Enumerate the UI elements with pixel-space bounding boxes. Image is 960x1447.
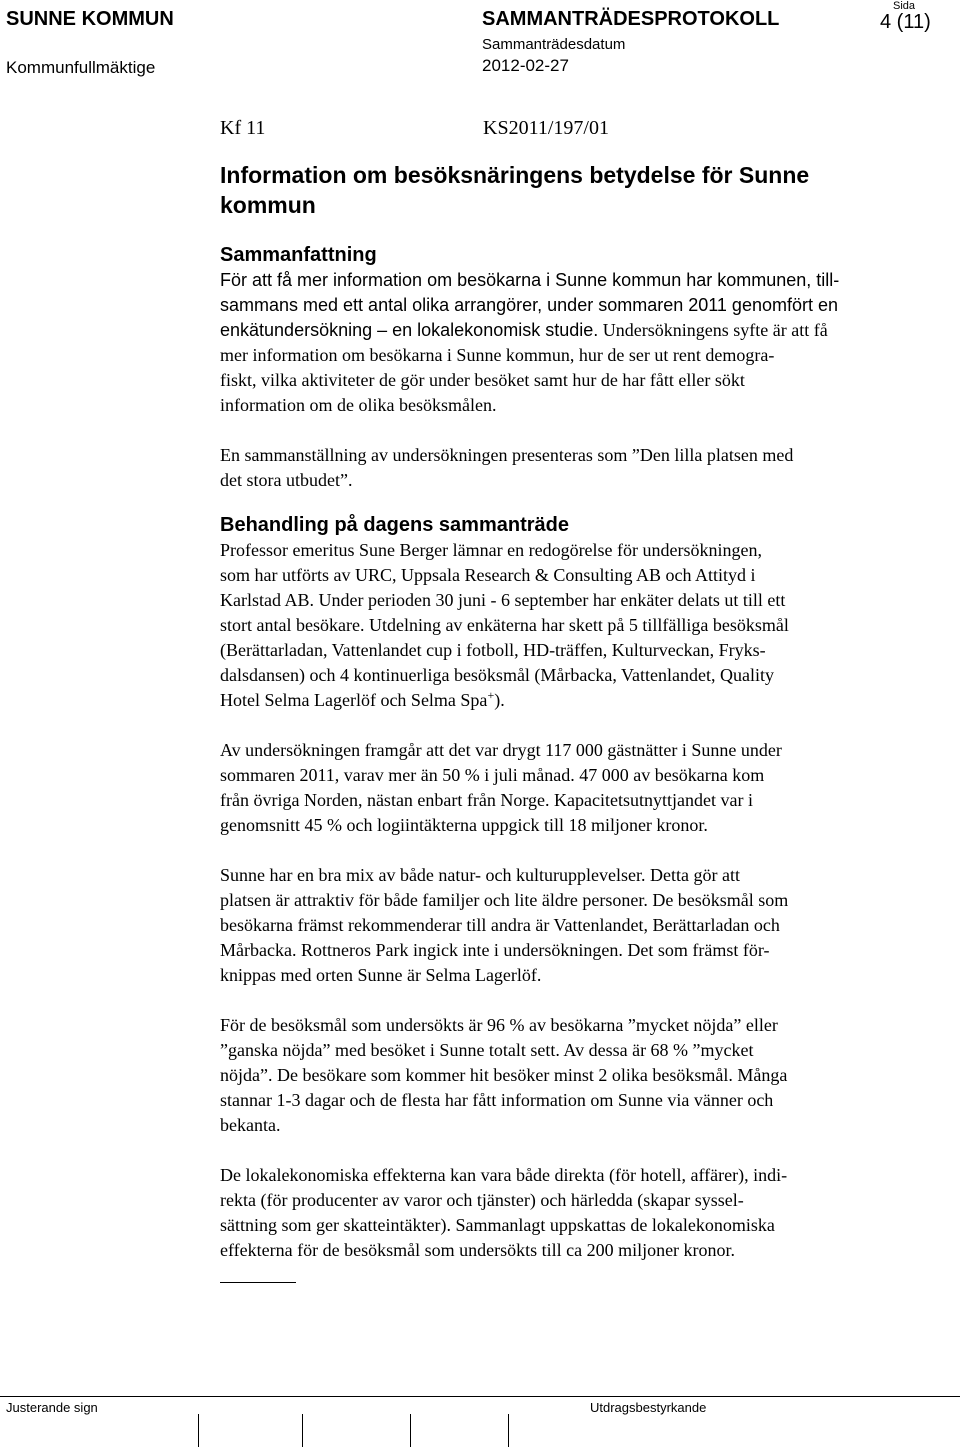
text-line: dalsdansen) och 4 kontinuerliga besöksmål (Mårbacka, Vattenlandet, Quality — [220, 665, 775, 685]
text-line: knippas med orten Sunne är Selma Lagerlöf. — [220, 965, 542, 985]
text-line — [220, 318, 925, 343]
text-line: effekterna för de besöksmål som undersökts till ca 200 miljoner kronor. — [220, 1240, 736, 1260]
text-line: (Berättarladan, Vattenlandet cup i fotboll, HD-träffen, Kulturveckan, Fryks- — [220, 640, 766, 660]
extract-label: Utdragsbestyrkande — [590, 1400, 707, 1415]
title-line: kommun — [220, 192, 316, 218]
text-span: Hotel Selma Lagerlöf och Selma Spa — [220, 690, 488, 710]
text-line: Sunne har en bra mix av både natur- och kulturupplevelser. Detta gör att — [220, 865, 740, 885]
title-line: Information om besöksnäringens betydelse för Sunne — [220, 162, 810, 188]
sign-field-divider — [302, 1414, 303, 1447]
page-label: Sida — [893, 0, 916, 12]
body-name: Kommunfullmäktige — [6, 58, 156, 77]
case-dnr: KS2011/197/01 — [483, 117, 609, 139]
economic-effects-paragraph — [220, 1163, 925, 1263]
text-line: Karlstad AB. Under perioden 30 juni - 6 september har enkäter delats ut till ett — [220, 590, 786, 610]
statistics-paragraph — [220, 738, 925, 838]
text-line: platsen är attraktiv för både familjer och lite äldre personer. De besöksmål som — [220, 890, 789, 910]
summary-paragraph — [220, 268, 925, 418]
text-line: Professor emeritus Sune Berger lämnar en redogörelse för undersökningen, — [220, 540, 763, 560]
text-line: det stora utbudet”. — [220, 470, 353, 490]
text-line: stannar 1-3 dagar och de flesta har fått information om Sunne via vänner och — [220, 1090, 774, 1110]
treatment-heading: Behandling på dagens sammanträde — [220, 514, 569, 536]
protocol-title: SAMMANTRÄDESPROTOKOLL — [482, 8, 780, 30]
text-line: besökarna främst rekommenderar till andra är Vattenlandet, Berättarladan och — [220, 915, 780, 935]
text-line: information om de olika besöksmålen. — [220, 395, 497, 415]
satisfaction-paragraph — [220, 1013, 925, 1138]
meeting-date-label: Sammanträdesdatum — [482, 36, 626, 53]
text-line: Av undersökningen framgår att det var drygt 117 000 gästnätter i Sunne under — [220, 740, 782, 760]
text-line: fiskt, vilka aktiviteter de gör under besöket samt hur de har fått eller sökt — [220, 370, 745, 390]
organization-name: SUNNE KOMMUN — [6, 8, 174, 30]
text-line: Mårbacka. Rottneros Park ingick inte i undersökningen. Det som främst för- — [220, 940, 770, 960]
text-line: För de besöksmål som undersökts är 96 % av besökarna ”mycket nöjda” eller — [220, 1015, 778, 1035]
sign-field-divider — [508, 1414, 509, 1447]
text-line — [220, 688, 925, 713]
sign-label: Justerande sign — [6, 1400, 98, 1415]
page-title — [220, 160, 920, 220]
text-line: mer information om besökarna i Sunne kommun, hur de ser ut rent demogra- — [220, 345, 775, 365]
text-line: sammans med ett antal olika arrangörer, under sommaren 2011 genomfört en — [220, 295, 838, 315]
text-line: För att få mer information om besökarna i Sunne kommun har kommunen, till- — [220, 270, 840, 290]
text-span: Undersökningens syfte är att få — [598, 320, 828, 340]
text-line: De lokalekonomiska effekterna kan vara både direkta (för hotell, affärer), indi- — [220, 1165, 788, 1185]
text-line: stort antal besökare. Utdelning av enkäterna har skett på 5 tillfälliga besöksmål — [220, 615, 789, 635]
text-line: rekta (för producenter av varor och tjänster) och härledda (skapar syssel- — [220, 1190, 744, 1210]
text-line: från övriga Norden, nästan enbart från Norge. Kapacitetsutnyttjandet var i — [220, 790, 753, 810]
text-span: enkätundersökning – en lokalekonomisk studie. — [220, 320, 599, 340]
footer-rule — [0, 1396, 960, 1397]
meeting-date: 2012-02-27 — [482, 56, 569, 75]
document-body — [220, 242, 925, 1263]
text-span: ). — [494, 690, 505, 710]
presentation-paragraph — [220, 443, 925, 493]
text-line: ”ganska nöjda” med besöket i Sunne totalt sett. Av dessa är 68 % ”mycket — [220, 1040, 754, 1060]
superscript: + — [487, 688, 495, 702]
sign-field-divider — [410, 1414, 411, 1447]
attractions-paragraph — [220, 863, 925, 988]
end-rule — [220, 1282, 296, 1283]
text-line: genomsnitt 45 % och logiintäkterna uppgick till 18 miljoner kronor. — [220, 815, 708, 835]
text-line: som har utförts av URC, Uppsala Research & Consulting AB och Attityd i — [220, 565, 756, 585]
page-number: 4 (11) — [880, 11, 931, 33]
text-line: nöjda”. De besökare som kommer hit besöker minst 2 olika besöksmål. Många — [220, 1065, 788, 1085]
text-line: bekanta. — [220, 1115, 281, 1135]
case-id: Kf 11 — [220, 117, 266, 139]
text-line: En sammanställning av undersökningen presenteras som ”Den lilla platsen med — [220, 445, 794, 465]
text-line: sättning som ger skatteintäkter). Sammanlagt uppskattas de lokalekonomiska — [220, 1215, 775, 1235]
treatment-paragraph — [220, 538, 925, 713]
text-line: sommaren 2011, varav mer än 50 % i juli månad. 47 000 av besökarna kom — [220, 765, 765, 785]
summary-heading: Sammanfattning — [220, 244, 377, 266]
sign-field-divider — [198, 1414, 199, 1447]
